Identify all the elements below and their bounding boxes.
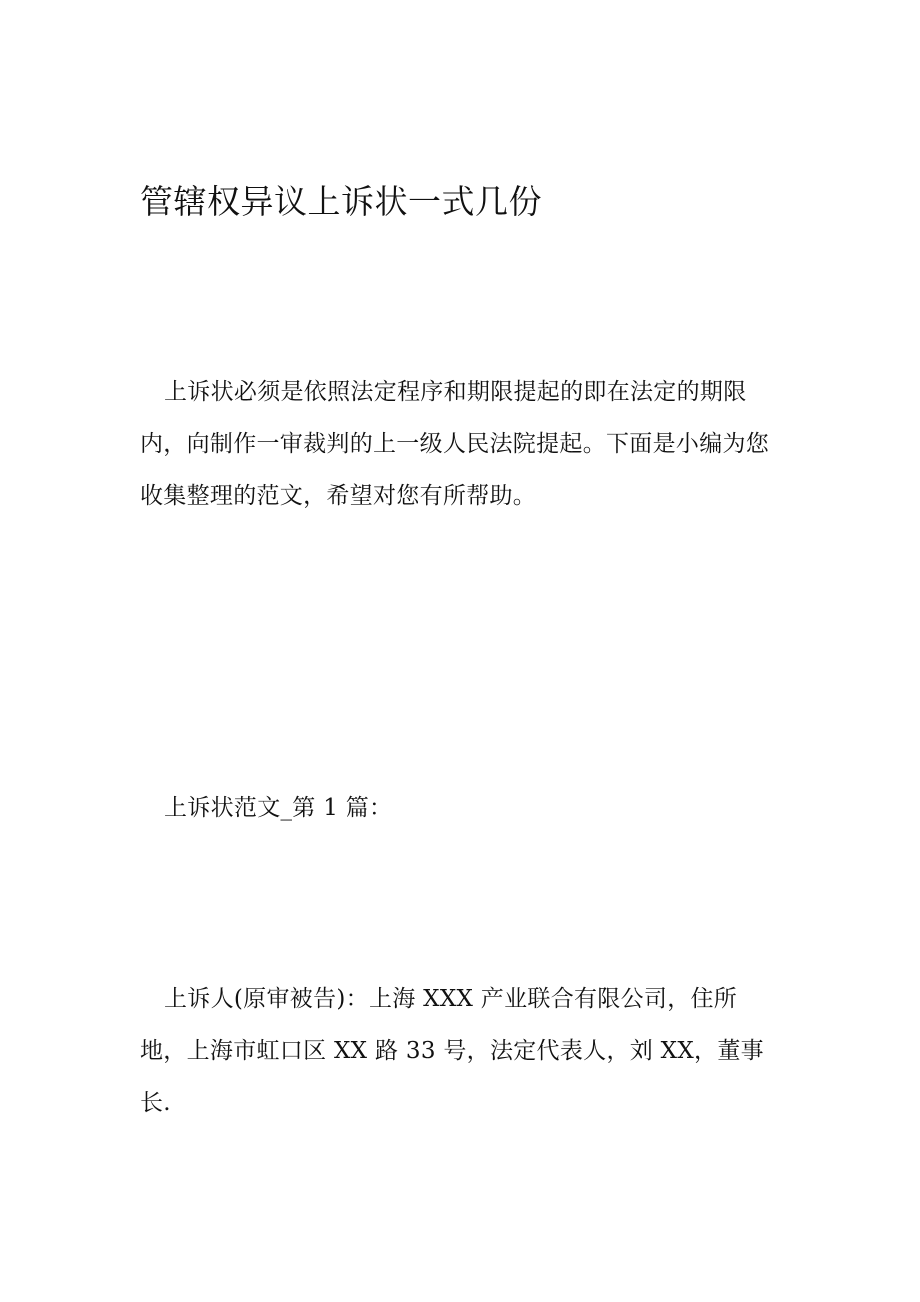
appellant-paragraph: 上诉人(原审被告)：上海 XXX 产业联合有限公司，住所地，上海市虹口区 XX 路 33 号，法定代表人，刘 XX，董事长. [140, 986, 764, 1116]
document-title: 管辖权异议上诉状一式几份 [140, 182, 542, 221]
section-heading: 上诉状范文_第 1 篇： [164, 795, 393, 821]
intro-paragraph: 上诉状必须是依照法定程序和期限提起的即在法定的期限内，向制作一审裁判的上一级人民法院提起。下面是小编为您收集整理的范文，希望对您有所帮助。 [140, 379, 770, 509]
